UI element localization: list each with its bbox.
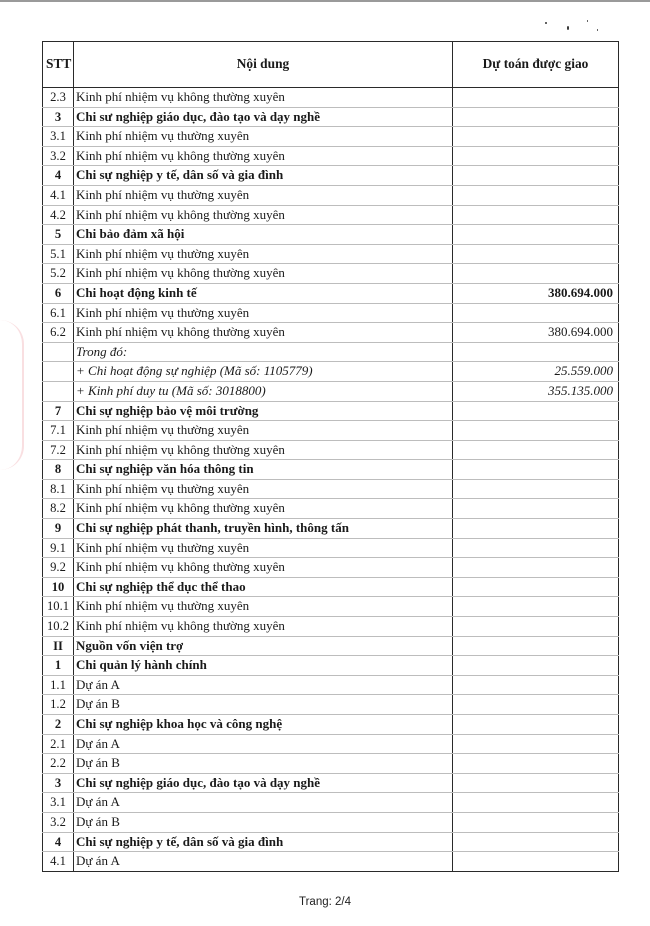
row-content: Kinh phí nhiệm vụ không thường xuyên [74, 146, 453, 166]
row-content: + Chi hoạt động sự nghiệp (Mã số: 1105779) [74, 362, 453, 382]
table-group-row [43, 166, 619, 186]
row-amount [453, 734, 619, 754]
table-row [43, 734, 619, 754]
row-amount [453, 244, 619, 264]
row-content: Chi sự nghiệp y tế, dân số và gia đình [74, 166, 453, 186]
row-content: Chi sự nghiệp khoa học và công nghệ [74, 715, 453, 735]
row-amount: 380.694.000 [453, 283, 619, 303]
row-amount [453, 342, 619, 362]
row-stt: 4.2 [43, 205, 74, 225]
row-content: Dự án A [74, 793, 453, 813]
table-header-row [43, 42, 619, 88]
row-stt: 3.1 [43, 127, 74, 147]
row-content: Trong đó: [74, 342, 453, 362]
row-content: Chi sự nghiệp văn hóa thông tin [74, 460, 453, 480]
header-stt: STT [43, 42, 74, 88]
table-row [43, 244, 619, 264]
table-row [43, 381, 619, 401]
table-row [43, 695, 619, 715]
row-stt: 2.3 [43, 88, 74, 108]
row-content: Dự án B [74, 812, 453, 832]
row-content: Dự án B [74, 754, 453, 774]
row-stt [43, 381, 74, 401]
table-row [43, 146, 619, 166]
row-content: Kinh phí nhiệm vụ không thường xuyên [74, 558, 453, 578]
table-row [43, 499, 619, 519]
scan-speck [545, 22, 547, 24]
table-group-row [43, 460, 619, 480]
table-group-row [43, 656, 619, 676]
row-amount [453, 656, 619, 676]
row-amount [453, 636, 619, 656]
row-amount [453, 303, 619, 323]
row-stt: 3 [43, 107, 74, 127]
row-amount [453, 793, 619, 813]
row-content: + Kinh phí duy tu (Mã số: 3018800) [74, 381, 453, 401]
row-content: Kinh phí nhiệm vụ không thường xuyên [74, 205, 453, 225]
row-content: Nguồn vốn viện trợ [74, 636, 453, 656]
table-row [43, 754, 619, 774]
row-stt: 6 [43, 283, 74, 303]
row-amount [453, 166, 619, 186]
row-amount [453, 88, 619, 108]
table-row [43, 440, 619, 460]
row-amount [453, 577, 619, 597]
table-row [43, 538, 619, 558]
row-amount [453, 499, 619, 519]
row-amount [453, 205, 619, 225]
table-row [43, 303, 619, 323]
row-content: Chi sự nghiệp giáo dục, đào tạo và dạy nghề [74, 773, 453, 793]
row-content: Kinh phí nhiệm vụ thường xuyên [74, 244, 453, 264]
row-stt [43, 342, 74, 362]
row-content: Dự án A [74, 852, 453, 872]
row-amount [453, 264, 619, 284]
row-content: Kinh phí nhiệm vụ thường xuyên [74, 597, 453, 617]
row-content: Kinh phí nhiệm vụ thường xuyên [74, 421, 453, 441]
table-group-row [43, 636, 619, 656]
table-row [43, 127, 619, 147]
row-content: Chi quản lý hành chính [74, 656, 453, 676]
row-amount [453, 675, 619, 695]
row-stt: 5 [43, 225, 74, 245]
row-amount [453, 715, 619, 735]
row-stt: 10 [43, 577, 74, 597]
row-content: Kinh phí nhiệm vụ thường xuyên [74, 127, 453, 147]
row-amount [453, 440, 619, 460]
row-stt: 7.2 [43, 440, 74, 460]
budget-table [42, 41, 619, 872]
row-stt: 3.1 [43, 793, 74, 813]
row-stt [43, 362, 74, 382]
scan-speck [587, 20, 588, 22]
table-row [43, 264, 619, 284]
row-amount [453, 127, 619, 147]
table-row [43, 479, 619, 499]
row-content: Kinh phí nhiệm vụ không thường xuyên [74, 617, 453, 637]
table-row [43, 362, 619, 382]
row-content: Chi bảo đảm xã hội [74, 225, 453, 245]
table-row [43, 852, 619, 872]
row-content: Kinh phí nhiệm vụ không thường xuyên [74, 264, 453, 284]
row-content: Dự án B [74, 695, 453, 715]
row-stt: 9.1 [43, 538, 74, 558]
table-row [43, 812, 619, 832]
row-content: Dự án A [74, 734, 453, 754]
table-row [43, 617, 619, 637]
row-stt: 5.2 [43, 264, 74, 284]
row-amount [453, 597, 619, 617]
row-stt: 6.1 [43, 303, 74, 323]
row-amount [453, 852, 619, 872]
row-amount [453, 421, 619, 441]
row-stt: 9.2 [43, 558, 74, 578]
row-content: Kinh phí nhiệm vụ thường xuyên [74, 185, 453, 205]
row-amount [453, 146, 619, 166]
row-stt: 8 [43, 460, 74, 480]
row-content: Chi sự nghiệp bảo vệ môi trường [74, 401, 453, 421]
row-content: Chi sự nghiệp phát thanh, truyền hình, thông tấn [74, 519, 453, 539]
row-content: Kinh phí nhiệm vụ thường xuyên [74, 479, 453, 499]
row-stt: 1.1 [43, 675, 74, 695]
row-amount [453, 773, 619, 793]
row-amount [453, 754, 619, 774]
row-amount: 355.135.000 [453, 381, 619, 401]
row-content: Chi hoạt động kinh tế [74, 283, 453, 303]
row-content: Chi sự nghiệp thể dục thể thao [74, 577, 453, 597]
row-amount [453, 479, 619, 499]
row-stt: 4.1 [43, 185, 74, 205]
row-stt: 8.2 [43, 499, 74, 519]
row-stt: 1.2 [43, 695, 74, 715]
row-stt: 10.2 [43, 617, 74, 637]
table-row [43, 185, 619, 205]
row-content: Kinh phí nhiệm vụ không thường xuyên [74, 88, 453, 108]
row-amount [453, 558, 619, 578]
row-stt: 3.2 [43, 812, 74, 832]
table-group-row [43, 577, 619, 597]
row-amount [453, 460, 619, 480]
header-amount: Dự toán được giao [453, 42, 619, 88]
table-row [43, 88, 619, 108]
table-group-row [43, 107, 619, 127]
row-content: Kinh phí nhiệm vụ thường xuyên [74, 538, 453, 558]
table-row [43, 793, 619, 813]
row-content: Chi sự nghiệp y tế, dân số và gia đình [74, 832, 453, 852]
row-stt: 4.1 [43, 852, 74, 872]
table-row [43, 342, 619, 362]
row-stt: 2 [43, 715, 74, 735]
stamp-fragment [0, 320, 24, 470]
table-row [43, 421, 619, 441]
row-stt: II [43, 636, 74, 656]
row-amount [453, 832, 619, 852]
table-group-row [43, 401, 619, 421]
row-content: Kinh phí nhiệm vụ thường xuyên [74, 303, 453, 323]
row-stt: 4 [43, 166, 74, 186]
row-stt: 7.1 [43, 421, 74, 441]
row-stt: 4 [43, 832, 74, 852]
row-stt: 8.1 [43, 479, 74, 499]
row-amount [453, 225, 619, 245]
row-amount [453, 617, 619, 637]
scan-speck [567, 26, 569, 30]
row-stt: 9 [43, 519, 74, 539]
row-stt: 2.1 [43, 734, 74, 754]
row-stt: 10.1 [43, 597, 74, 617]
row-content: Kinh phí nhiệm vụ không thường xuyên [74, 499, 453, 519]
table-group-row [43, 283, 619, 303]
table-group-row [43, 225, 619, 245]
table-row [43, 323, 619, 343]
row-content: Chi sư nghiệp giáo dục, đào tạo và dạy nghề [74, 107, 453, 127]
row-amount [453, 107, 619, 127]
row-content: Kinh phí nhiệm vụ không thường xuyên [74, 440, 453, 460]
table-group-row [43, 519, 619, 539]
row-amount [453, 185, 619, 205]
row-amount [453, 538, 619, 558]
row-stt: 3.2 [43, 146, 74, 166]
row-amount [453, 401, 619, 421]
row-amount [453, 812, 619, 832]
row-amount: 380.694.000 [453, 323, 619, 343]
row-amount [453, 519, 619, 539]
row-stt: 6.2 [43, 323, 74, 343]
row-stt: 5.1 [43, 244, 74, 264]
header-content: Nội dung [74, 42, 453, 88]
table-row [43, 558, 619, 578]
table-group-row [43, 715, 619, 735]
row-stt: 1 [43, 656, 74, 676]
table-row [43, 675, 619, 695]
scan-speck [597, 29, 598, 31]
row-stt: 3 [43, 773, 74, 793]
table-row [43, 597, 619, 617]
row-content: Dự án A [74, 675, 453, 695]
row-amount [453, 695, 619, 715]
row-content: Kinh phí nhiệm vụ không thường xuyên [74, 323, 453, 343]
table-group-row [43, 773, 619, 793]
page-number: Trang: 2/4 [299, 896, 351, 908]
table-row [43, 205, 619, 225]
scan-top-edge [0, 0, 650, 2]
row-amount: 25.559.000 [453, 362, 619, 382]
row-stt: 7 [43, 401, 74, 421]
table-body [43, 88, 619, 872]
row-stt: 2.2 [43, 754, 74, 774]
table-group-row [43, 832, 619, 852]
